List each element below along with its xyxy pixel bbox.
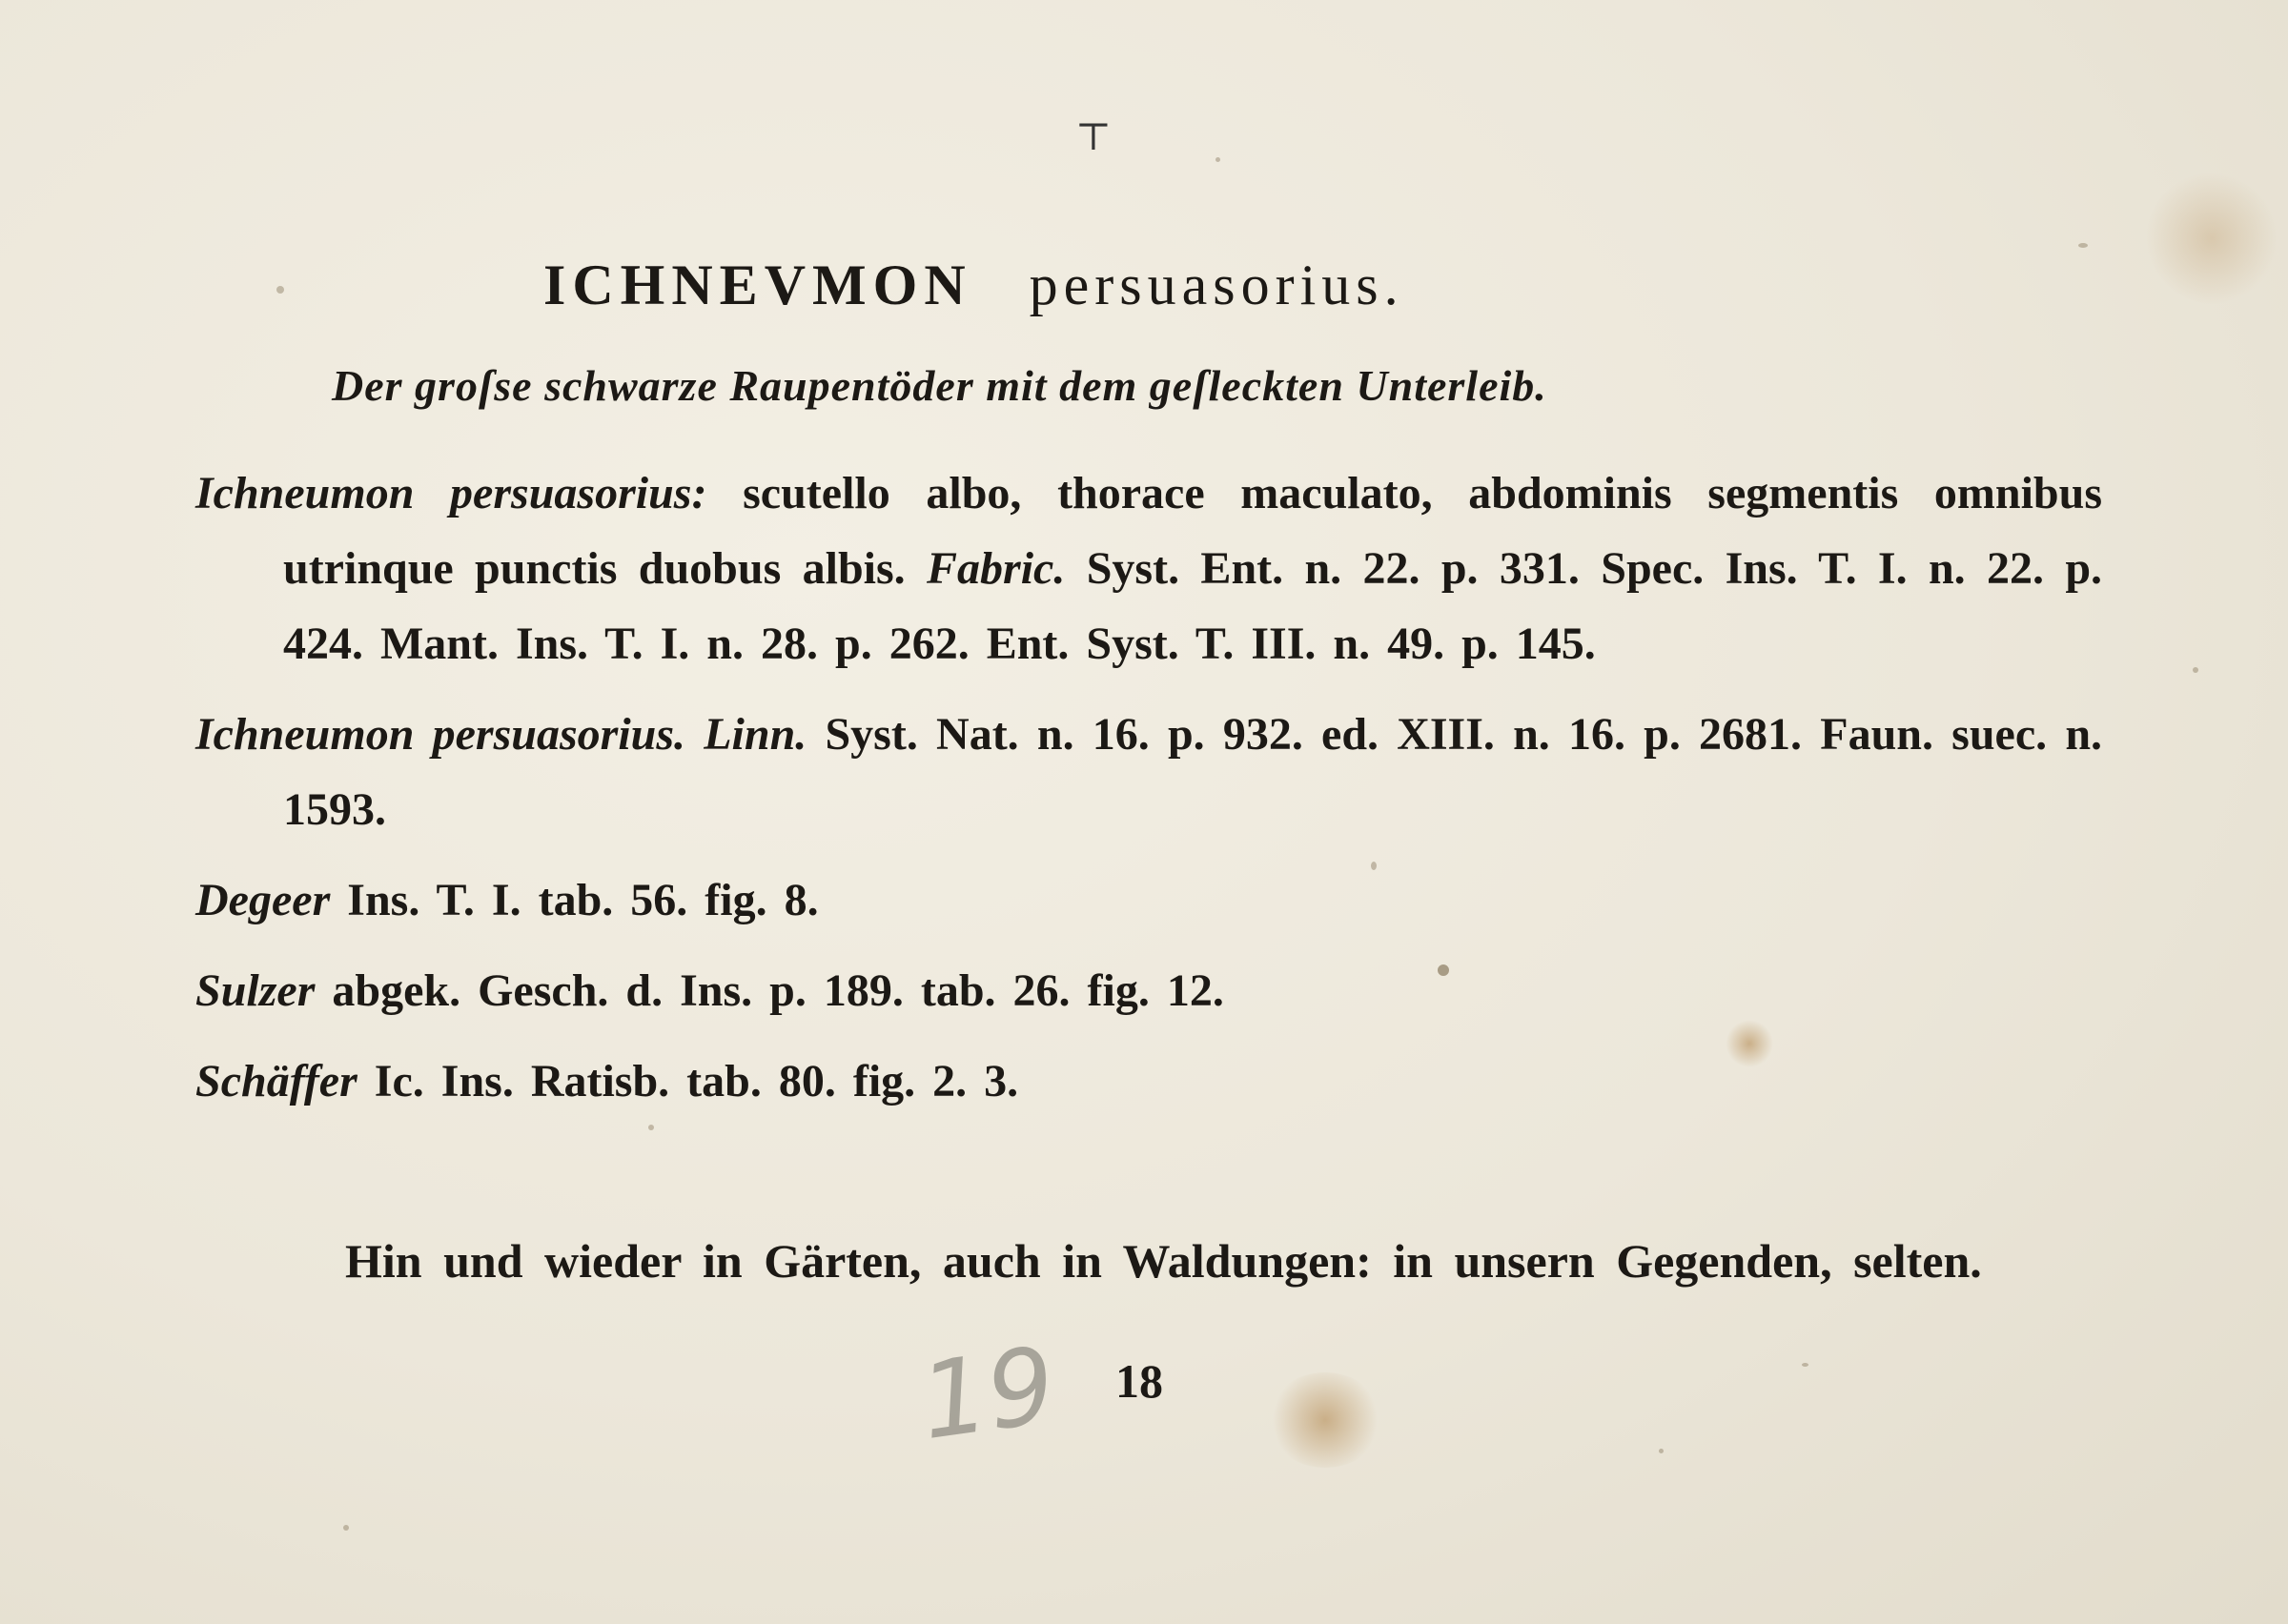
printer-mark: ⊤ <box>1075 115 1112 158</box>
reference-author: Fabric. <box>927 543 1066 594</box>
reference-text: Syst. Nat. n. 16. p. 932. ed. XIII. n. 16. p. 2681. Faun. suec. n. 1593. <box>283 709 2103 835</box>
foxing-stain <box>2145 172 2278 305</box>
paper-speck <box>343 1525 349 1531</box>
paper-speck <box>1659 1449 1664 1453</box>
reference-author: Sulzer <box>195 965 316 1016</box>
paper-speck <box>1802 1363 1808 1367</box>
paper-speck <box>276 286 284 294</box>
page-number: 18 <box>1115 1354 1163 1408</box>
reference-list <box>195 456 2102 1134</box>
reference-text: Ins. T. I. tab. 56. fig. 8. <box>347 875 819 925</box>
pencil-annotation: 19 <box>912 1323 1063 1464</box>
reference-entry <box>195 953 2102 1028</box>
reference-entry <box>195 863 2102 938</box>
bleed-through-text <box>0 0 591 248</box>
reference-author: Schäffer <box>195 1056 358 1106</box>
foxing-stain <box>1268 1372 1382 1468</box>
reference-entry <box>195 1044 2102 1119</box>
reference-text: abgek. Gesch. d. Ins. p. 189. tab. 26. fig. 12. <box>332 965 1224 1016</box>
reference-author: Linn. <box>704 709 807 760</box>
species-name: persuasorius. <box>1029 254 1404 316</box>
common-name-subtitle: Der groſse schwarze Raupentöder mit dem geſleckten Unterleib. <box>332 361 1547 410</box>
reference-entry <box>195 456 2102 681</box>
reference-author: Degeer <box>195 875 331 925</box>
habitat-paragraph: Hin und wieder in Gärten, auch in Waldungen: in unsern Gegenden, selten. <box>345 1234 1982 1288</box>
paper-speck <box>2078 243 2088 248</box>
reference-text: scutello albo, thorace maculato, abdominis segmentis omnibus utrinque punctis duobus albis. <box>283 468 2102 594</box>
genus-name: ICHNEVMON <box>543 254 972 316</box>
paper-speck <box>2193 667 2198 673</box>
page-title <box>543 253 1783 318</box>
paper-speck <box>1216 157 1220 162</box>
reference-text: Syst. Ent. n. 22. p. 331. Spec. Ins. T. I. n. 22. p. 424. Mant. Ins. T. I. n. 28. p. 262. Ent. Syst. T. III. n. 49. p. 145. <box>283 543 2103 669</box>
reference-author: Ichneumon persuasorius: <box>195 468 707 518</box>
reference-entry <box>195 697 2102 847</box>
reference-author: Ichneumon persuasorius. <box>195 709 686 760</box>
reference-text: Ic. Ins. Ratisb. tab. 80. fig. 2. 3. <box>374 1056 1019 1106</box>
